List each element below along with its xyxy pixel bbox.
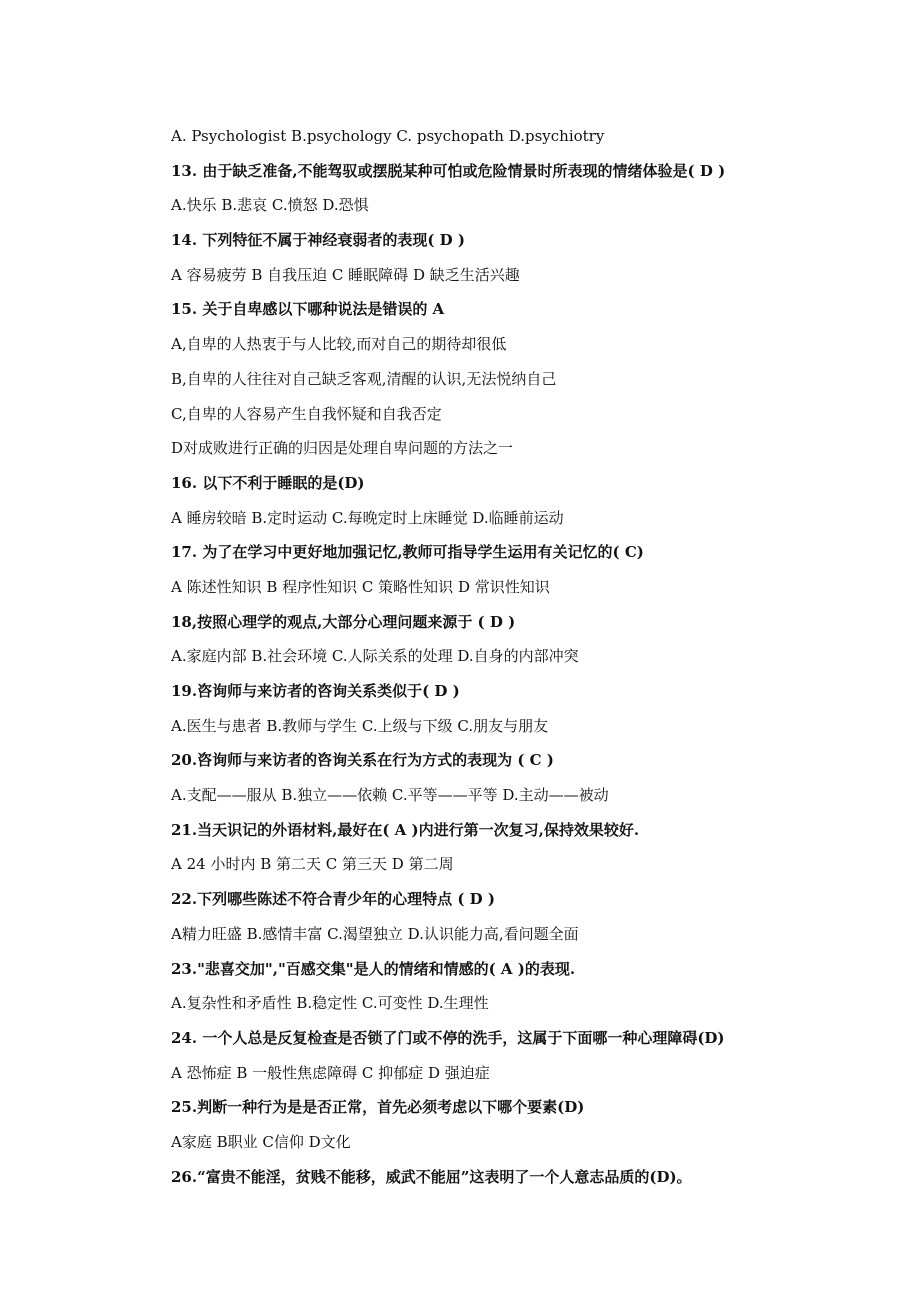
answer-options: A精力旺盛 B.感情丰富 C.渴望独立 D.认识能力高,看问题全面 [171, 924, 579, 943]
question-text: 24. 一个人总是反复检查是否锁了门或不停的洗手，这属于下面哪一种心理障碍(D) [171, 1028, 725, 1047]
question-text: 20.咨询师与来访者的咨询关系在行为方式的表现为 ( C ) [171, 751, 554, 770]
question-text: 14. 下列特征不属于神经衰弱者的表现( D ) [171, 231, 465, 250]
answer-options: A. Psychologist B.psychology C. psychopath D.psychiotry [171, 127, 605, 145]
answer-options: A.医生与患者 B.教师与学生 C.上级与下级 C.朋友与朋友 [171, 716, 549, 735]
question-text: 19.咨询师与来访者的咨询关系类似于( D ) [171, 682, 460, 700]
question-text: 25.判断一种行为是是否正常，首先必须考虑以下哪个要素(D) [171, 1098, 585, 1117]
answer-options: A.复杂性和矛盾性 B.稳定性 C.可变性 D.生理性 [171, 994, 489, 1013]
question-text: 26.“富贵不能淫，贫贱不能移，威武不能屈”这表明了一个人意志品质的(D)。 [171, 1167, 692, 1186]
answer-options: A,自卑的人热衷于与人比较,而对自己的期待却很低 [171, 335, 507, 354]
question-text: 16. 以下不利于睡眠的是(D) [171, 473, 365, 492]
question-list [171, 119, 871, 1194]
answer-options: A 睡房较暗 B.定时运动 C.每晚定时上床睡觉 D.临睡前运动 [171, 508, 564, 527]
question-text: 13. 由于缺乏准备,不能驾驭或摆脱某种可怕或危险情景时所表现的情绪体验是( D ) [171, 161, 726, 180]
answer-options: A.家庭内部 B.社会环境 C.人际关系的处理 D.自身的内部冲突 [171, 647, 579, 666]
question-text: 22.下列哪些陈述不符合青少年的心理特点 ( D ) [171, 890, 495, 909]
question-text: 21.当天识记的外语材料,最好在( A )内进行第一次复习,保持效果较好. [171, 820, 640, 839]
question-text: 15. 关于自卑感以下哪种说法是错误的 A [171, 300, 445, 319]
answer-options: A 恐怖症 B 一般性焦虑障碍 C 抑郁症 D 强迫症 [171, 1063, 490, 1082]
answer-options: A 容易疲劳 B 自我压迫 C 睡眠障碍 D 缺乏生活兴趣 [171, 265, 520, 284]
question-text: 23."悲喜交加","百感交集"是人的情绪和情感的( A )的表现. [171, 959, 576, 978]
answer-options: A.快乐 B.悲哀 C.愤怒 D.恐惧 [171, 196, 369, 215]
question-text: 18,按照心理学的观点,大部分心理问题来源于 ( D ) [171, 612, 516, 631]
answer-options: A 24 小时内 B 第二天 C 第三天 D 第二周 [171, 855, 454, 874]
answer-options: B,自卑的人往往对自己缺乏客观,清醒的认识,无法悦纳自己 [171, 369, 557, 388]
question-text: 17. 为了在学习中更好地加强记忆,教师可指导学生运用有关记忆的( C) [171, 543, 644, 562]
answer-options: C,自卑的人容易产生自我怀疑和自我否定 [171, 404, 442, 423]
answer-options: A 陈述性知识 B 程序性知识 C 策略性知识 D 常识性知识 [171, 577, 550, 596]
answer-options: D对成败进行正确的归因是处理自卑问题的方法之一 [171, 439, 514, 458]
answer-options: A.支配——服从 B.独立——依赖 C.平等——平等 D.主动——被动 [171, 786, 609, 805]
answer-options: A家庭 B职业 C信仰 D文化 [171, 1132, 351, 1151]
